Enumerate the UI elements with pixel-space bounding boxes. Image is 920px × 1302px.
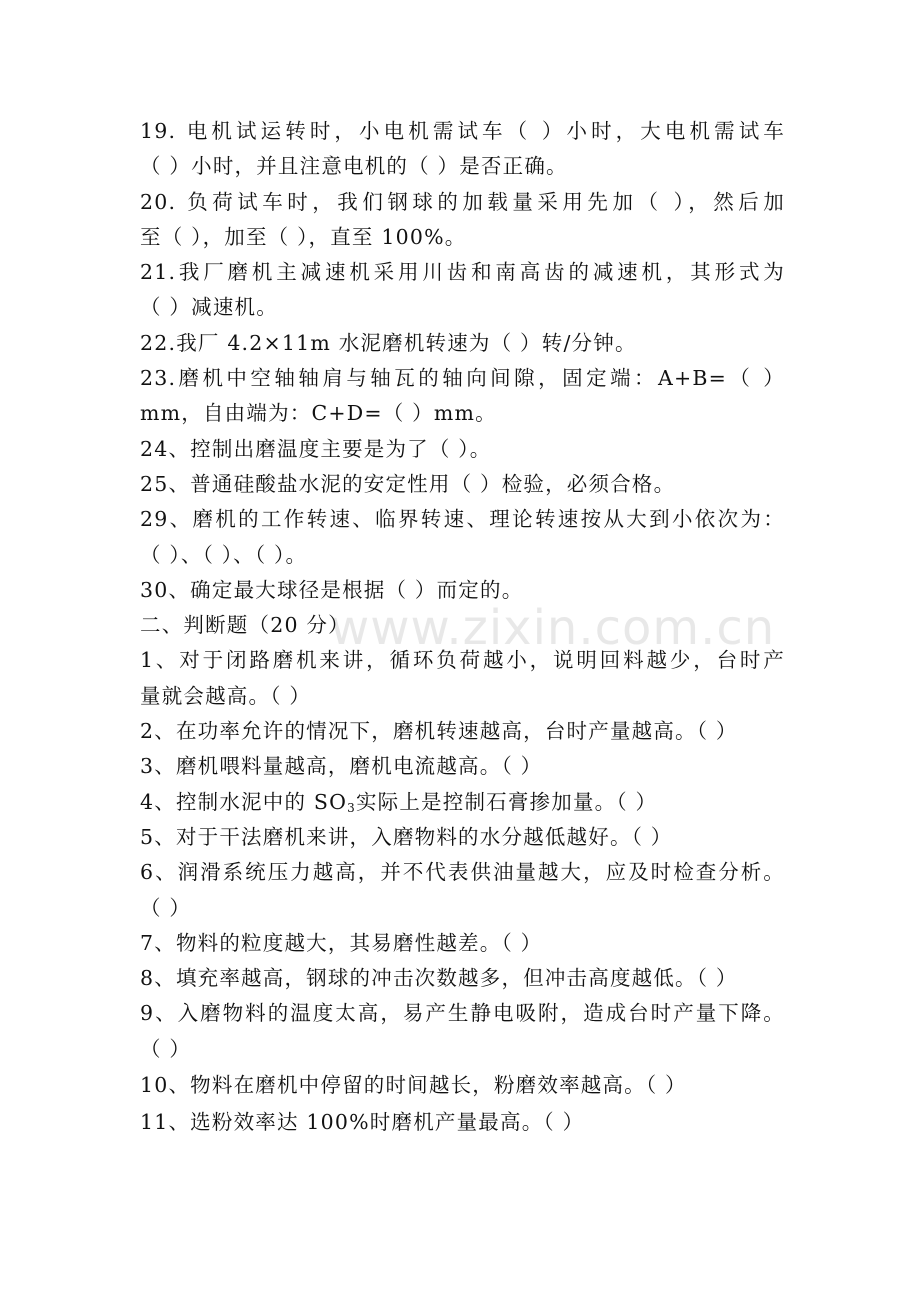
judgement-8: 8、填充率越高，钢球的冲击次数越多，但冲击高度越低。（ ） xyxy=(140,966,738,991)
judgement-6-line-1: 6、润滑系统压力越高，并不代表供油量越大，应及时检查分析。 xyxy=(140,860,785,885)
question-25: 25、普通硅酸盐水泥的安定性用（ ）检验，必须合格。 xyxy=(140,471,676,496)
judgement-7: 7、物料的粒度越大，其易磨性越差。（ ） xyxy=(140,930,543,955)
judgement-2: 2、在功率允许的情况下，磨机转速越高，台时产量越高。（ ） xyxy=(140,719,738,744)
section-heading-judgement: 二、判断题（20 分） xyxy=(140,613,350,638)
judgement-4 xyxy=(140,785,785,820)
judgement-9-line-1: 9、入磨物料的温度太高，易产生静电吸附，造成台时产量下降。 xyxy=(140,1001,785,1026)
question-29-line-1: 29、磨机的工作转速、临界转速、理论转速按从大到小依次为： xyxy=(140,507,785,532)
question-21-line-1: 21.我厂磨机主减速机采用川齿和南高齿的减速机，其形式为 xyxy=(140,260,785,285)
question-29-line-2: （ ）、（ ）、（ ）。 xyxy=(140,542,308,567)
question-20-line-1: 20. 负荷试车时，我们钢球的加载量采用先加（ ），然后加 xyxy=(140,189,785,214)
question-22: 22.我厂 4.2×11m 水泥磨机转速为（ ）转/分钟。 xyxy=(140,330,637,355)
judgement-4-text-a: 4、控制水泥中的 SO xyxy=(140,789,348,814)
question-23-line-2: mm，自由端为：C+D=（ ）mm。 xyxy=(140,401,497,426)
question-24: 24、控制出磨温度主要是为了（ ）。 xyxy=(140,436,492,461)
judgement-9-line-2: （ ） xyxy=(140,1036,192,1061)
question-19-line-1: 19. 电机试运转时，小电机需试车（ ）小时，大电机需试车 xyxy=(140,119,785,143)
question-23-line-1: 23.磨机中空轴轴肩与轴瓦的轴向间隙，固定端：A+B=（ ） xyxy=(140,366,785,391)
judgement-4-text-b: 实际上是控制石膏掺加量。（ ） xyxy=(355,789,658,814)
question-30: 30、确定最大球径是根据（ ）而定的。 xyxy=(140,577,524,602)
question-20-line-2: 至（ ），加至（ ），直至 100%。 xyxy=(140,224,467,249)
judgement-11: 11、选粉效率达 100%时磨机产量最高。（ ） xyxy=(140,1110,585,1135)
judgement-3: 3、磨机喂料量越高，磨机电流越高。（ ） xyxy=(140,754,543,779)
judgement-5: 5、对于干法磨机来讲，入磨物料的水分越低越好。（ ） xyxy=(140,824,673,849)
question-21-line-2: （ ）减速机。 xyxy=(140,295,278,320)
judgement-1-line-1: 1、对于闭路磨机来讲，循环负荷越小，说明回料越少，台时产 xyxy=(140,648,785,673)
question-19-line-2: （ ）小时，并且注意电机的（ ）是否正确。 xyxy=(140,154,568,179)
watermark: www.zixin.com.cn xyxy=(330,600,776,656)
judgement-6-line-2: （ ） xyxy=(140,895,192,920)
judgement-10: 10、物料在磨机中停留的时间越长，粉磨效率越高。（ ） xyxy=(140,1073,687,1098)
judgement-4-subscript: 3 xyxy=(347,800,356,815)
question-list xyxy=(140,114,785,1141)
judgement-1-line-2: 量就会越高。（ ） xyxy=(140,683,312,708)
